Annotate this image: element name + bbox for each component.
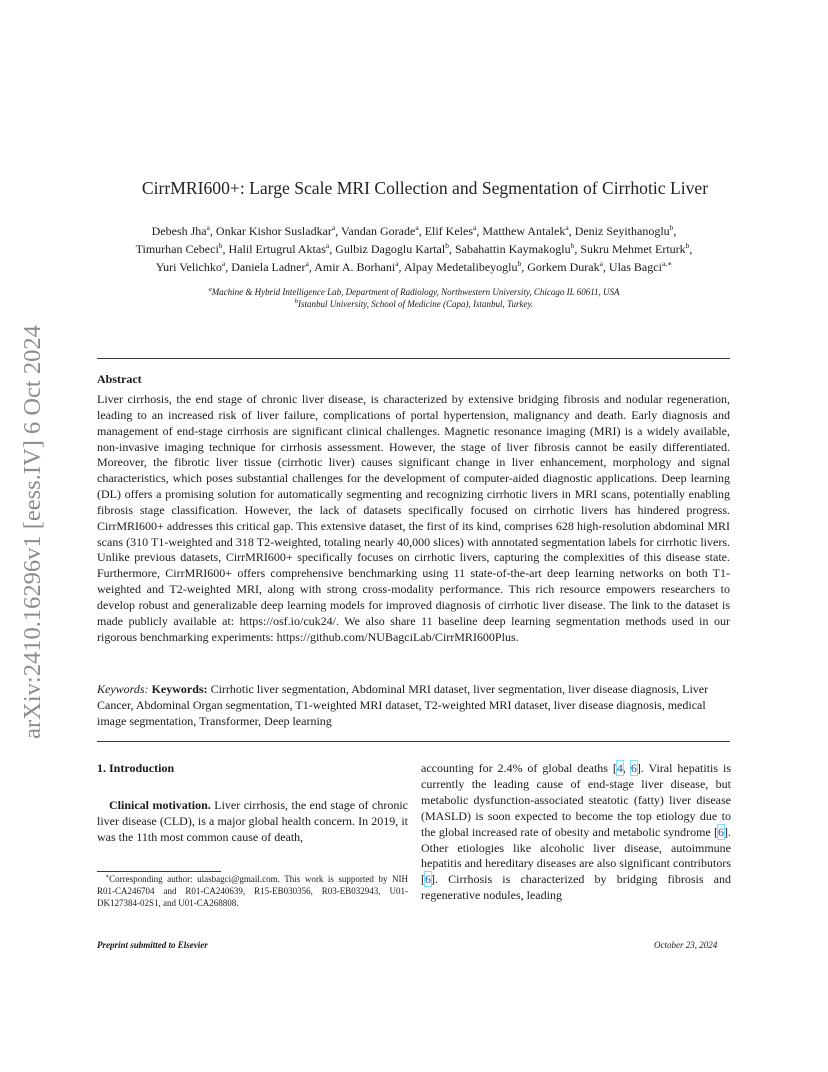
affiliation-marker: a	[208, 286, 212, 293]
author-affiliation-marker: b	[517, 259, 522, 268]
author-affiliation-marker: a	[395, 259, 399, 268]
author-name: Elif Keles	[424, 224, 474, 238]
author-name: Onkar Kishor Susladkar	[215, 224, 332, 238]
author-separator: ,	[329, 242, 336, 256]
author-separator: ,	[308, 260, 315, 274]
divider-bottom	[97, 741, 730, 742]
author-affiliation-marker: a,∗	[661, 259, 673, 268]
author-name: Ulas Bagci	[608, 260, 662, 274]
affiliations	[94, 286, 734, 310]
author-list	[94, 222, 734, 276]
author-name: Halil Ertugrul Aktas	[228, 242, 326, 256]
author-affiliation-marker: b	[570, 241, 575, 250]
keywords-label: Keywords:	[151, 682, 208, 696]
author-name: Deniz Seyithanoglu	[574, 224, 670, 238]
abstract-body: Liver cirrhosis, the end stage of chronic liver disease, is characterized by extensive bridging fibrosis and nodular regeneration, leading to an increased risk of liver failure, complications of portal hypertension, malignancy and death. Early diagnosis and management of end-stage cirrhosis are significant clinical challenges. Magnetic resonance imaging (MRI) is a widely available, non-invasive imaging technique for cirrhosis assessment. However, the stage of liver fibrosis cannot be easily differentiated. Moreover, the fibrotic liver tissue (cirrhotic liver) causes significant change in liver enhancement, morphology and signal characteristics, which poses substantial challenges for the development of computer-aided diagnostic applications. Deep learning (DL) offers a promising solution for automatically segmenting and recognizing cirrhotic livers in MRI scans, potentially enabling fibrosis stage classification. However, the lack of datasets specifically focused on cirrhotic livers has hindered progress. CirrMRI600+ addresses this critical gap. This extensive dataset, the first of its kind, comprises 628 high-resolution abdominal MRI scans (310 T1-weighted and 318 T2-weighted, totaling nearly 40,000 slices) with annotated segmentation labels for cirrhotic livers. Unlike previous datasets, CirrMRI600+ specifically focuses on cirrhotic livers, capturing the complexities of this disease state. Furthermore, CirrMRI600+ offers comprehensive benchmarking using 11 state-of-the-art deep learning networks on both T1-weighted and T2-weighted MRI, along with strong cross-modality performance. This rich resource empowers researchers to develop robust and generalizable deep learning models for improved diagnosis of cirrhotic liver disease. The link to the dataset is made publicly available at: https://osf.io/cuk24/. We also share 11 baseline deep learning segmentation methods used in our rigorous benchmarking experiments: https://github.com/NUBagciLab/CirrMRI600Plus.	[97, 392, 730, 644]
author-separator: ,	[335, 224, 342, 238]
author-name: Sukru Mehmet Erturk	[580, 242, 686, 256]
author-line	[94, 222, 734, 240]
author-separator: ,	[521, 260, 528, 274]
author-affiliation-marker: b	[669, 223, 674, 232]
footnote-marker: ∗	[105, 874, 110, 880]
author-affiliation-marker: a	[415, 223, 419, 232]
author-separator: ,	[448, 242, 455, 256]
author-affiliation-marker: a	[565, 223, 569, 232]
author-name: Amir A. Borhani	[314, 260, 396, 274]
author-name: Debesh Jha	[151, 224, 207, 238]
right-column-text	[421, 761, 731, 904]
author-separator: ,	[689, 242, 693, 256]
author-affiliation-marker: b	[685, 241, 690, 250]
author-separator: ,	[602, 260, 609, 274]
text-run: accounting for 2.4% of global deaths [	[421, 761, 617, 775]
author-separator: ,	[673, 224, 677, 238]
arxiv-id-text: arXiv:2410.16296v1 [eess.IV] 6 Oct 2024	[19, 325, 47, 739]
keywords-text: Cirrhotic liver segmentation, Abdominal MRI dataset, liver segmentation, liver disease diagnosis, Liver Cancer, Abdominal Organ segmentation, T1-weighted MRI dataset, T2-weighted MRI dataset, liver disease diagnosis, medical image segmentation, Transformer, Deep learning	[97, 682, 709, 728]
citation-link[interactable]: 6	[425, 872, 431, 887]
author-name: Timurhan Cebeci	[135, 242, 219, 256]
footnote-rule	[97, 871, 221, 872]
affiliation-text: Machine & Hybrid Intelligence Lab, Department of Radiology, Northwestern University, Chicago IL 60611, USA	[211, 287, 620, 297]
citation-link[interactable]: 6	[718, 824, 724, 839]
text-run: ]. Viral hepatitis is currently the leading cause of end-stage liver disease, but metabolic dysfunction-associated steatotic (fatty) liver disease (MASLD) is soon expected to become the top etiology due to the global increased rate of obesity and metabolic syndrome [	[421, 761, 731, 839]
author-affiliation-marker: a	[325, 241, 330, 250]
author-separator: ,	[209, 224, 216, 238]
paragraph-lead: Clinical motivation.	[109, 798, 211, 812]
section-heading-introduction: 1. Introduction	[97, 761, 175, 775]
author-name: Vandan Gorade	[341, 224, 416, 238]
author-affiliation-marker: a	[473, 223, 477, 232]
author-name: Gorkem Durak	[527, 260, 600, 274]
citation-link[interactable]: 4	[616, 761, 623, 775]
author-name: Gulbiz Dagoglu Kartal	[335, 242, 446, 256]
author-affiliation-marker: b	[445, 241, 449, 250]
author-separator: ,	[225, 260, 232, 274]
text-run: ]. Other etiologies like alcoholic liver disease, autoimmune hepatitis and hereditary diseases are also significant contributors [	[421, 824, 731, 887]
author-affiliation-marker: a	[221, 259, 226, 268]
author-name: Yuri Velichko	[155, 260, 222, 274]
author-name: Daniela Ladner	[231, 260, 306, 274]
author-separator: ,	[222, 242, 229, 256]
paragraph-text: Liver cirrhosis, the end stage of chronic liver disease (CLD), is a major global health concern. In 2019, it was the 11th most common cause of death,	[97, 798, 408, 844]
keywords-lead: Keywords:	[97, 682, 149, 696]
author-line	[94, 240, 734, 258]
author-line	[94, 258, 734, 276]
divider-top	[97, 358, 730, 359]
author-separator: ,	[418, 224, 425, 238]
affiliation-marker: b	[294, 298, 299, 305]
affiliation-text: Istanbul University, School of Medicine (Capa), Istanbul, Turkey.	[298, 299, 534, 309]
intro-paragraph	[97, 798, 408, 846]
keywords-block	[97, 682, 730, 730]
author-affiliation-marker: a	[331, 223, 336, 232]
footer-date: October 23, 2024	[654, 940, 718, 950]
text-run: ,	[622, 761, 631, 775]
author-affiliation-marker: a	[206, 223, 210, 232]
footnote-text: Corresponding author: ulasbagci@gmail.com. This work is supported by NIH R01-CA246704 and R01-CA240639, R15-EB030356, R03-EB032943, U01-DK127384-02S1, and U01-CA268808.	[97, 874, 408, 909]
paper-title: CirrMRI600+: Large Scale MRI Collection and Segmentation of Cirrhotic Liver	[141, 178, 709, 198]
footer-preprint: Preprint submitted to Elsevier	[97, 940, 208, 950]
author-separator: ,	[574, 242, 581, 256]
author-name: Matthew Antalek	[482, 224, 566, 238]
author-name: Sabahattin Kaymakoglu	[454, 242, 571, 256]
author-separator: ,	[476, 224, 483, 238]
author-name: Alpay Medetalibeyoglu	[403, 260, 518, 274]
author-affiliation-marker: a	[305, 259, 309, 268]
author-affiliation-marker: b	[218, 241, 223, 250]
abstract-heading: Abstract	[97, 372, 142, 386]
author-separator: ,	[568, 224, 575, 238]
footnote	[97, 873, 408, 910]
author-affiliation-marker: a	[599, 259, 603, 268]
citation-link[interactable]: 6	[630, 761, 637, 775]
affiliation-b	[94, 298, 734, 310]
affiliation-a	[94, 286, 734, 298]
text-run: ]. Cirrhosis is characterized by bridging fibrosis and regenerative nodules, leading	[421, 872, 731, 903]
author-separator: ,	[398, 260, 404, 274]
arxiv-sidebar-stamp	[10, 292, 56, 772]
